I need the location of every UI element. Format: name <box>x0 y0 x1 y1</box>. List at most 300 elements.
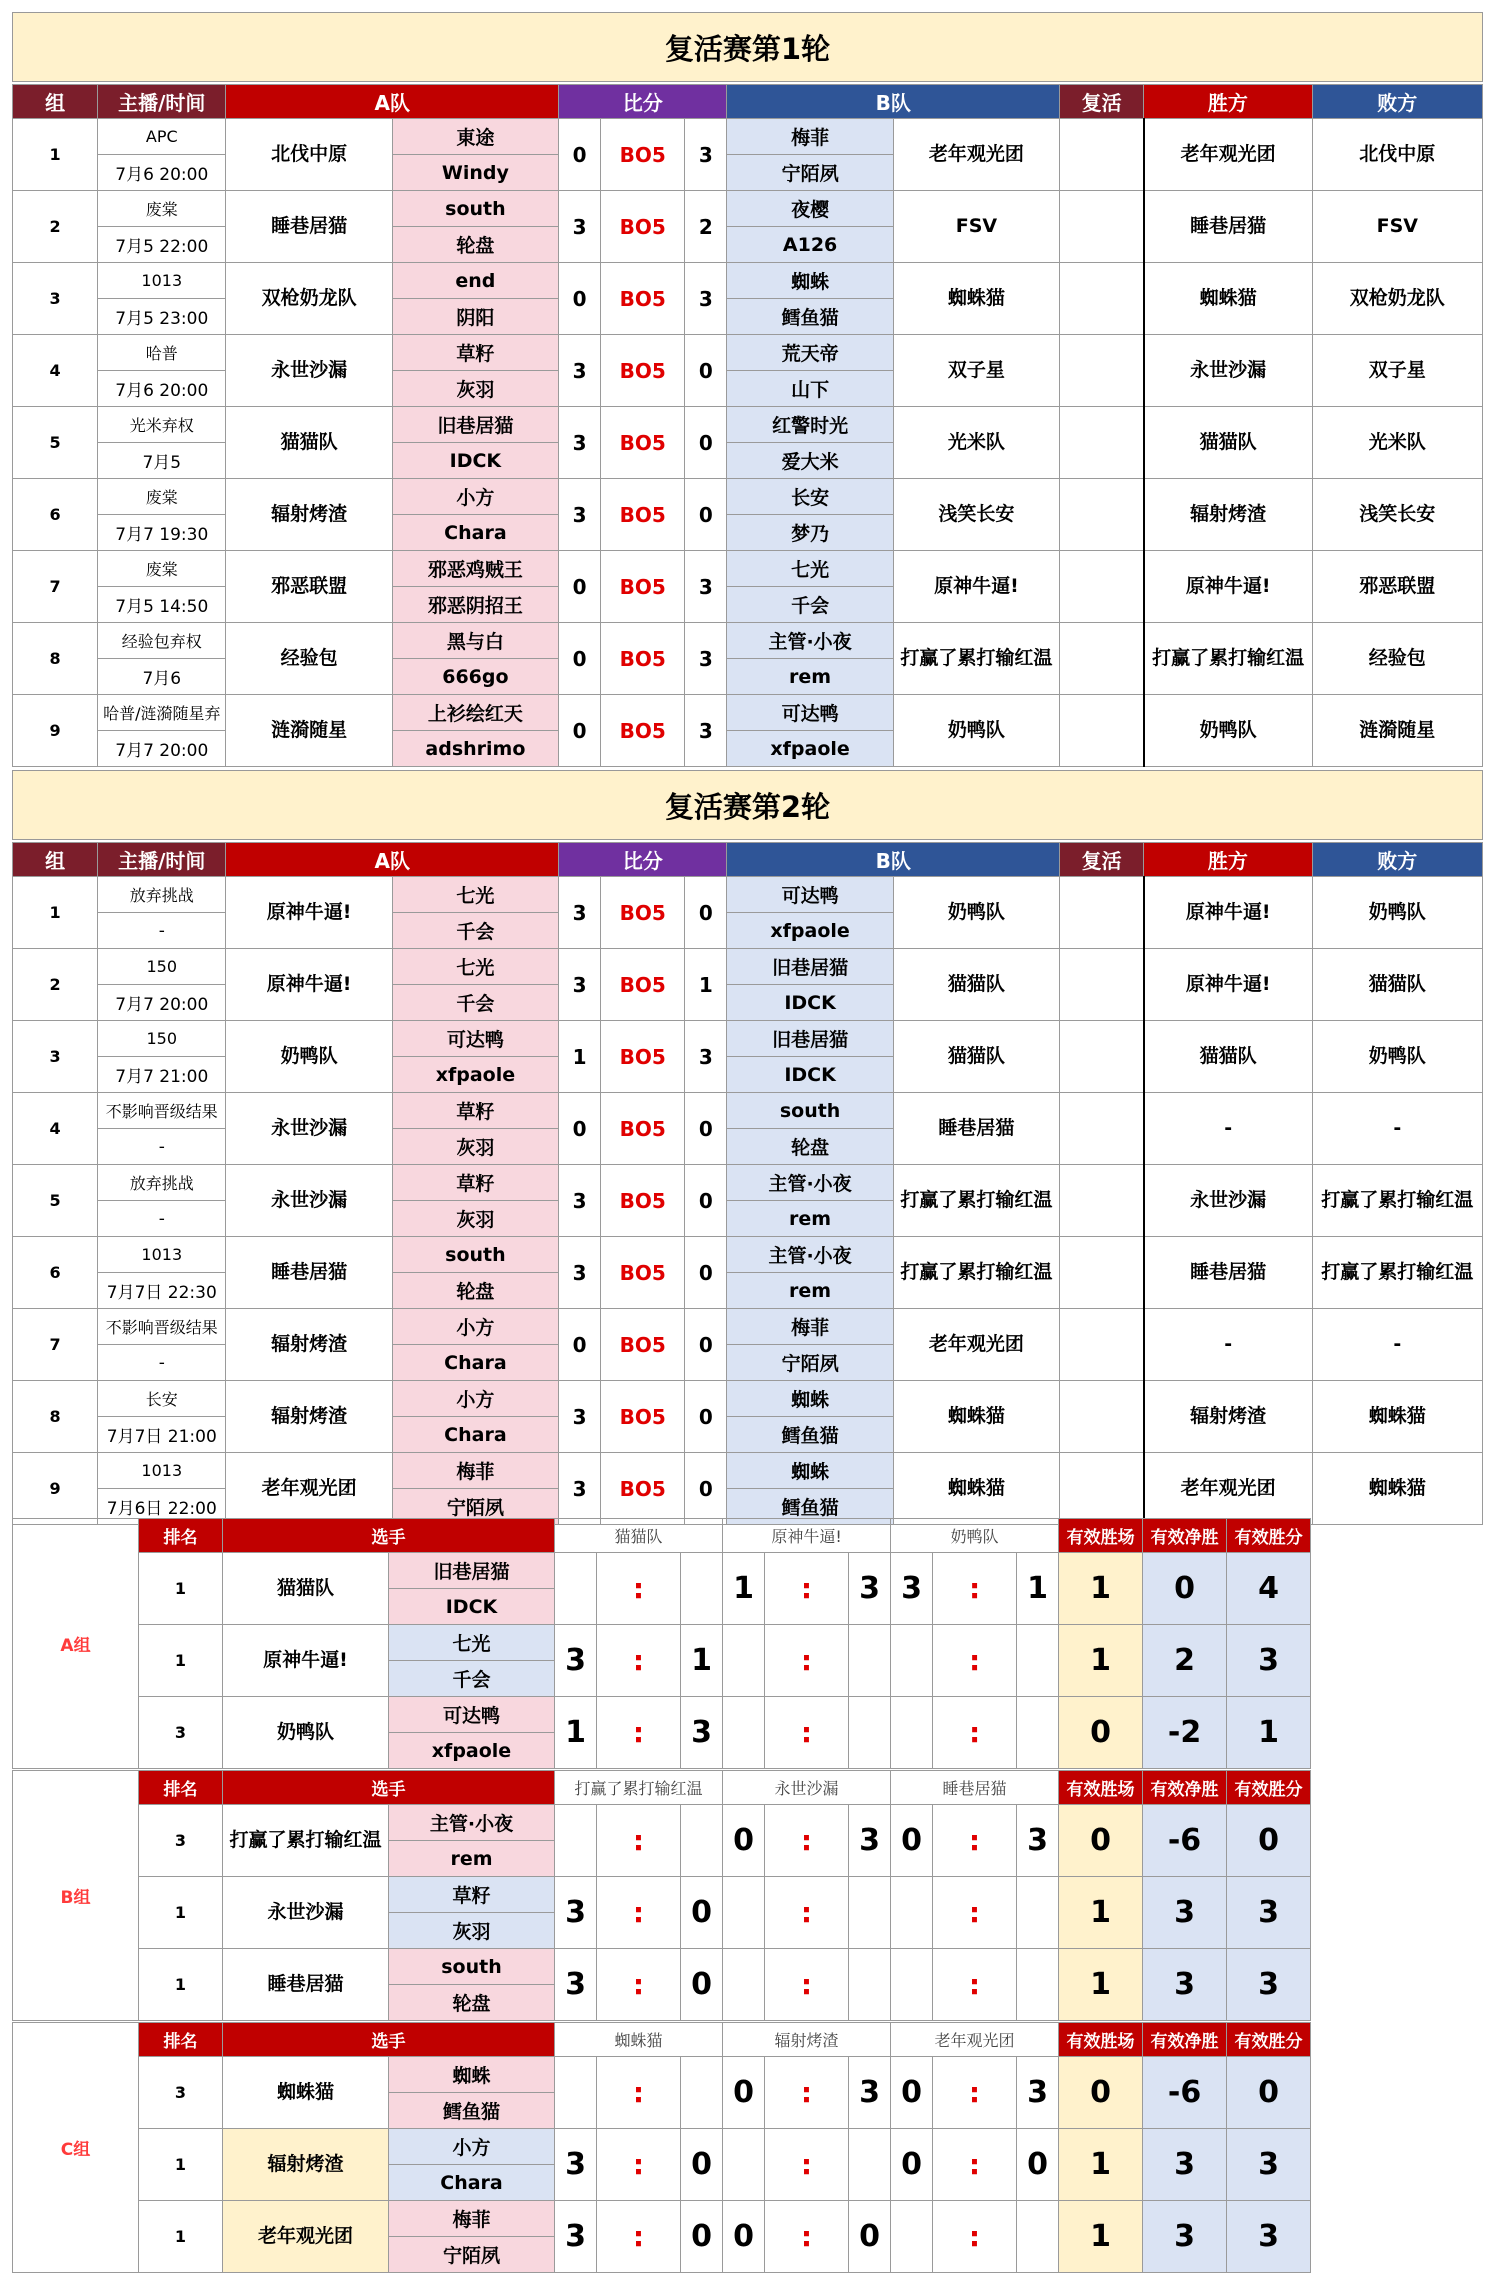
rank-value: 1 <box>139 1553 223 1625</box>
team-a-name: 老年观光团 <box>226 1453 392 1525</box>
team-b-player-1: 梅菲 <box>727 1309 893 1345</box>
header-loser: 败方 <box>1312 843 1482 877</box>
rank-value: 1 <box>139 1949 223 2021</box>
effective-wins: 0 <box>1059 2057 1143 2129</box>
vs-colon: : <box>597 1697 681 1769</box>
winner-name: 睡巷居猫 <box>1144 191 1312 263</box>
header-player: 选手 <box>223 1771 555 1805</box>
score-a: 3 <box>559 1237 601 1309</box>
group-header-row <box>13 2023 1484 2057</box>
match-number: 1 <box>13 119 98 191</box>
match-number: 8 <box>13 623 98 695</box>
vs-score-right <box>1017 1625 1059 1697</box>
team-b-name: 蜘蛛猫 <box>893 1381 1059 1453</box>
team-a-name: 原神牛逼! <box>226 949 392 1021</box>
score-a: 3 <box>559 479 601 551</box>
revive-cell <box>1060 551 1144 623</box>
rank-value: 3 <box>139 1805 223 1877</box>
score-a: 1 <box>559 1021 601 1093</box>
header-group: 组 <box>13 85 98 119</box>
match-number: 3 <box>13 263 98 335</box>
team-b-player-1: south <box>727 1093 893 1129</box>
loser-name: 双子星 <box>1312 335 1482 407</box>
team-a-player-1: south <box>392 191 558 227</box>
header-revive: 复活 <box>1060 85 1144 119</box>
best-of-badge: BO5 <box>601 1309 685 1381</box>
best-of-badge: BO5 <box>601 1165 685 1237</box>
team-a-player-1: 草籽 <box>392 1165 558 1201</box>
header-opponent-3: 奶鸭队 <box>891 1519 1059 1553</box>
team-a-name: 辐射烤渣 <box>226 1309 392 1381</box>
effective-points: 1 <box>1227 1697 1311 1769</box>
team-b-player-1: 主管·小夜 <box>727 1165 893 1201</box>
vs-score-left: 1 <box>723 1553 765 1625</box>
loser-name: 邪恶联盟 <box>1312 551 1482 623</box>
group-label: A组 <box>13 1519 139 1769</box>
winner-name: 永世沙漏 <box>1144 1165 1312 1237</box>
best-of-badge: BO5 <box>601 551 685 623</box>
loser-name: 蜘蛛猫 <box>1312 1453 1482 1525</box>
vs-score-right: 3 <box>849 2057 891 2129</box>
team-b-player-1: 长安 <box>727 479 893 515</box>
standing-row <box>13 2201 1484 2237</box>
header-loser: 败方 <box>1312 85 1482 119</box>
header-opponent-2: 原神牛逼! <box>723 1519 891 1553</box>
vs-score-right <box>1017 1877 1059 1949</box>
best-of-badge: BO5 <box>601 335 685 407</box>
winner-name: 老年观光团 <box>1144 1453 1312 1525</box>
team-name: 打赢了累打输红温 <box>223 1805 389 1877</box>
team-b-player-1: 蜘蛛 <box>727 1381 893 1417</box>
vs-score-left: 3 <box>555 1877 597 1949</box>
player-1: 草籽 <box>389 1877 555 1913</box>
winner-name: 奶鸭队 <box>1144 695 1312 767</box>
round-title: 复活赛第2轮 <box>12 770 1483 840</box>
best-of-badge: BO5 <box>601 1453 685 1525</box>
team-a-player-2: xfpaole <box>392 1057 558 1093</box>
vs-score-right <box>681 1553 723 1625</box>
vs-score-right <box>849 2129 891 2201</box>
revive-cell <box>1060 1453 1144 1525</box>
team-a-player-2: 灰羽 <box>392 371 558 407</box>
team-b-name: 原神牛逼! <box>893 551 1059 623</box>
winner-name: - <box>1144 1309 1312 1381</box>
vs-colon: : <box>597 2057 681 2129</box>
caster-name: 哈普/涟漪随星弃 <box>98 695 226 731</box>
team-a-player-2: adshrimo <box>392 731 558 767</box>
best-of-badge: BO5 <box>601 695 685 767</box>
winner-name: 猫猫队 <box>1144 407 1312 479</box>
player-2: xfpaole <box>389 1733 555 1769</box>
vs-colon: : <box>933 1949 1017 2021</box>
match-time: 7月6日 22:00 <box>98 1489 226 1525</box>
team-a-player-1: 七光 <box>392 877 558 913</box>
match-time: 7月7 20:00 <box>98 731 226 767</box>
effective-points: 3 <box>1227 2129 1311 2201</box>
vs-score-right <box>849 1625 891 1697</box>
standing-row <box>13 1625 1484 1661</box>
score-b: 0 <box>685 1453 727 1525</box>
standing-row <box>13 1553 1484 1589</box>
rank-value: 1 <box>139 1877 223 1949</box>
effective-points: 3 <box>1227 2201 1311 2273</box>
team-b-player-2: rem <box>727 1273 893 1309</box>
header-caster: 主播/时间 <box>98 85 226 119</box>
team-a-player-1: 小方 <box>392 479 558 515</box>
standing-row <box>13 2057 1484 2093</box>
team-a-player-1: 草籽 <box>392 335 558 371</box>
revive-cell <box>1060 335 1144 407</box>
team-a-name: 邪恶联盟 <box>226 551 392 623</box>
header-team-a: A队 <box>226 843 559 877</box>
vs-score-right: 3 <box>1017 1805 1059 1877</box>
effective-points: 0 <box>1227 2057 1311 2129</box>
match-time: 7月6 20:00 <box>98 155 226 191</box>
player-1: 小方 <box>389 2129 555 2165</box>
vs-colon: : <box>765 1553 849 1625</box>
score-b: 2 <box>685 191 727 263</box>
match-row <box>13 407 1483 443</box>
team-b-name: FSV <box>893 191 1059 263</box>
winner-name: 辐射烤渣 <box>1144 479 1312 551</box>
effective-net: -2 <box>1143 1697 1227 1769</box>
score-b: 3 <box>685 1021 727 1093</box>
team-a-player-1: 邪恶鸡贼王 <box>392 551 558 587</box>
team-a-player-1: 小方 <box>392 1309 558 1345</box>
caster-name: 150 <box>98 1021 226 1057</box>
match-number: 9 <box>13 695 98 767</box>
match-row <box>13 1453 1483 1489</box>
header-wins: 有效胜场 <box>1059 2023 1143 2057</box>
team-b-player-1: 可达鸭 <box>727 877 893 913</box>
vs-colon: : <box>597 2201 681 2273</box>
group-spacer <box>1311 1771 1484 2021</box>
effective-points: 3 <box>1227 1877 1311 1949</box>
team-b-player-2: IDCK <box>727 1057 893 1093</box>
revive-cell <box>1060 263 1144 335</box>
revive-cell <box>1060 877 1144 949</box>
effective-wins: 1 <box>1059 1949 1143 2021</box>
vs-colon: : <box>765 1625 849 1697</box>
team-b-name: 奶鸭队 <box>893 877 1059 949</box>
team-b-player-2: 梦乃 <box>727 515 893 551</box>
vs-score-left <box>891 1949 933 2021</box>
team-a-player-1: south <box>392 1237 558 1273</box>
vs-colon: : <box>597 2129 681 2201</box>
effective-wins: 0 <box>1059 1697 1143 1769</box>
loser-name: 奶鸭队 <box>1312 877 1482 949</box>
effective-net: 0 <box>1143 1553 1227 1625</box>
caster-name: 经验包弃权 <box>98 623 226 659</box>
best-of-badge: BO5 <box>601 877 685 949</box>
winner-name: 永世沙漏 <box>1144 335 1312 407</box>
team-b-name: 蜘蛛猫 <box>893 263 1059 335</box>
vs-score-left: 3 <box>555 1949 597 2021</box>
team-a-name: 北伐中原 <box>226 119 392 191</box>
score-a: 3 <box>559 1453 601 1525</box>
loser-name: 光米队 <box>1312 407 1482 479</box>
team-a-name: 双枪奶龙队 <box>226 263 392 335</box>
team-b-player-2: 鳕鱼猫 <box>727 1489 893 1525</box>
header-opponent-2: 永世沙漏 <box>723 1771 891 1805</box>
header-revive: 复活 <box>1060 843 1144 877</box>
team-a-name: 永世沙漏 <box>226 1093 392 1165</box>
match-row <box>13 1381 1483 1417</box>
best-of-badge: BO5 <box>601 1237 685 1309</box>
header-score: 比分 <box>559 843 727 877</box>
team-b-player-1: 主管·小夜 <box>727 623 893 659</box>
caster-name: 150 <box>98 949 226 985</box>
group-label: C组 <box>13 2023 139 2273</box>
team-name: 奶鸭队 <box>223 1697 389 1769</box>
vs-colon: : <box>597 1553 681 1625</box>
caster-name: 光米弃权 <box>98 407 226 443</box>
match-number: 6 <box>13 479 98 551</box>
match-time: 7月5 14:50 <box>98 587 226 623</box>
score-b: 0 <box>685 1093 727 1165</box>
match-time: 7月7 21:00 <box>98 1057 226 1093</box>
team-b-name: 光米队 <box>893 407 1059 479</box>
player-2: 灰羽 <box>389 1913 555 1949</box>
team-a-player-2: 轮盘 <box>392 227 558 263</box>
match-number: 7 <box>13 551 98 623</box>
score-a: 3 <box>559 1381 601 1453</box>
vs-score-right: 0 <box>681 2129 723 2201</box>
team-a-name: 睡巷居猫 <box>226 1237 392 1309</box>
team-name: 蜘蛛猫 <box>223 2057 389 2129</box>
best-of-badge: BO5 <box>601 1021 685 1093</box>
team-b-player-2: 宁陌夙 <box>727 1345 893 1381</box>
revive-cell <box>1060 1165 1144 1237</box>
match-time: - <box>98 1345 226 1381</box>
player-2: 鳕鱼猫 <box>389 2093 555 2129</box>
effective-wins: 1 <box>1059 2201 1143 2273</box>
team-a-name: 睡巷居猫 <box>226 191 392 263</box>
caster-name: 长安 <box>98 1381 226 1417</box>
score-a: 0 <box>559 119 601 191</box>
header-net: 有效净胜 <box>1143 1519 1227 1553</box>
team-a-player-2: Chara <box>392 515 558 551</box>
match-time: 7月6 <box>98 659 226 695</box>
team-b-player-1: 蜘蛛 <box>727 263 893 299</box>
team-name: 永世沙漏 <box>223 1877 389 1949</box>
caster-name: 1013 <box>98 263 226 299</box>
loser-name: 双枪奶龙队 <box>1312 263 1482 335</box>
match-time: - <box>98 1129 226 1165</box>
team-b-player-2: 鳕鱼猫 <box>727 1417 893 1453</box>
vs-colon: : <box>933 1805 1017 1877</box>
rank-value: 3 <box>139 2057 223 2129</box>
match-row <box>13 479 1483 515</box>
team-b-name: 老年观光团 <box>893 1309 1059 1381</box>
score-b: 3 <box>685 119 727 191</box>
match-row <box>13 695 1483 731</box>
player-2: rem <box>389 1841 555 1877</box>
revive-cell <box>1060 407 1144 479</box>
team-a-player-1: 草籽 <box>392 1093 558 1129</box>
team-b-player-2: rem <box>727 659 893 695</box>
vs-colon: : <box>765 1697 849 1769</box>
score-b: 3 <box>685 263 727 335</box>
vs-colon: : <box>933 2129 1017 2201</box>
team-b-name: 打赢了累打输红温 <box>893 623 1059 695</box>
rank-value: 3 <box>139 1697 223 1769</box>
vs-score-right: 0 <box>849 2201 891 2273</box>
round-table <box>12 84 1483 767</box>
effective-points: 3 <box>1227 1949 1311 2021</box>
team-b-player-1: 夜樱 <box>727 191 893 227</box>
loser-name: 蜘蛛猫 <box>1312 1381 1482 1453</box>
vs-score-left <box>891 1697 933 1769</box>
vs-score-right: 3 <box>1017 2057 1059 2129</box>
team-b-player-2: rem <box>727 1201 893 1237</box>
score-a: 3 <box>559 1165 601 1237</box>
vs-score-left <box>723 1625 765 1697</box>
team-b-player-1: 荒天帝 <box>727 335 893 371</box>
standing-row <box>13 1805 1484 1841</box>
round-title: 复活赛第1轮 <box>12 12 1483 82</box>
header-team-b: B队 <box>727 843 1060 877</box>
best-of-badge: BO5 <box>601 263 685 335</box>
match-number: 6 <box>13 1237 98 1309</box>
loser-name: 涟漪随星 <box>1312 695 1482 767</box>
score-a: 3 <box>559 335 601 407</box>
vs-colon: : <box>765 1877 849 1949</box>
team-a-player-2: 邪恶阴招王 <box>392 587 558 623</box>
loser-name: 打赢了累打输红温 <box>1312 1165 1482 1237</box>
match-row <box>13 263 1483 299</box>
player-2: IDCK <box>389 1589 555 1625</box>
header-net: 有效净胜 <box>1143 2023 1227 2057</box>
team-a-player-2: 千会 <box>392 985 558 1021</box>
standing-row <box>13 1697 1484 1733</box>
team-b-name: 打赢了累打输红温 <box>893 1165 1059 1237</box>
match-number: 2 <box>13 949 98 1021</box>
winner-name: 原神牛逼! <box>1144 949 1312 1021</box>
loser-name: - <box>1312 1093 1482 1165</box>
team-b-player-1: 旧巷居猫 <box>727 949 893 985</box>
header-rank: 排名 <box>139 1771 223 1805</box>
team-b-name: 双子星 <box>893 335 1059 407</box>
revive-cell <box>1060 1381 1144 1453</box>
standing-row <box>13 1877 1484 1913</box>
team-a-player-1: 可达鸭 <box>392 1021 558 1057</box>
effective-net: 2 <box>1143 1625 1227 1697</box>
header-winner: 胜方 <box>1144 843 1312 877</box>
vs-colon: : <box>597 1805 681 1877</box>
vs-score-left <box>891 1877 933 1949</box>
match-time: 7月5 23:00 <box>98 299 226 335</box>
group-label: B组 <box>13 1771 139 2021</box>
best-of-badge: BO5 <box>601 407 685 479</box>
header-player: 选手 <box>223 2023 555 2057</box>
header-points: 有效胜分 <box>1227 2023 1311 2057</box>
match-time: 7月7 19:30 <box>98 515 226 551</box>
match-row <box>13 335 1483 371</box>
team-name: 辐射烤渣 <box>223 2129 389 2201</box>
vs-score-right: 3 <box>849 1805 891 1877</box>
caster-name: 不影响晋级结果 <box>98 1309 226 1345</box>
match-row <box>13 623 1483 659</box>
team-a-player-2: IDCK <box>392 443 558 479</box>
team-a-name: 永世沙漏 <box>226 335 392 407</box>
winner-name: 原神牛逼! <box>1144 877 1312 949</box>
team-a-name: 经验包 <box>226 623 392 695</box>
match-row <box>13 1237 1483 1273</box>
vs-colon: : <box>597 1625 681 1697</box>
vs-score-left: 0 <box>891 1805 933 1877</box>
vs-colon: : <box>933 1553 1017 1625</box>
winner-name: - <box>1144 1093 1312 1165</box>
match-row <box>13 551 1483 587</box>
vs-score-left <box>891 2201 933 2273</box>
vs-score-right: 0 <box>681 2201 723 2273</box>
vs-colon: : <box>765 2201 849 2273</box>
match-time: 7月7日 21:00 <box>98 1417 226 1453</box>
player-1: 主管·小夜 <box>389 1805 555 1841</box>
vs-score-left: 3 <box>555 2201 597 2273</box>
team-a-player-1: 黑与白 <box>392 623 558 659</box>
winner-name: 睡巷居猫 <box>1144 1237 1312 1309</box>
vs-score-right <box>1017 1697 1059 1769</box>
score-a: 3 <box>559 877 601 949</box>
team-b-player-2: A126 <box>727 227 893 263</box>
caster-name: 废棠 <box>98 479 226 515</box>
group-spacer <box>1311 2023 1484 2273</box>
team-a-player-2: Windy <box>392 155 558 191</box>
effective-net: -6 <box>1143 1805 1227 1877</box>
score-b: 0 <box>685 1381 727 1453</box>
caster-name: 放弃挑战 <box>98 877 226 913</box>
standing-row <box>13 2129 1484 2165</box>
player-1: 可达鸭 <box>389 1697 555 1733</box>
player-1: 七光 <box>389 1625 555 1661</box>
team-b-player-2: 千会 <box>727 587 893 623</box>
player-2: 宁陌夙 <box>389 2237 555 2273</box>
standing-row <box>13 1949 1484 1985</box>
vs-colon: : <box>933 2201 1017 2273</box>
match-time: - <box>98 1201 226 1237</box>
player-1: 蜘蛛 <box>389 2057 555 2093</box>
score-a: 3 <box>559 407 601 479</box>
revive-cell <box>1060 1237 1144 1309</box>
vs-colon: : <box>933 1697 1017 1769</box>
loser-name: 猫猫队 <box>1312 949 1482 1021</box>
vs-colon: : <box>933 1625 1017 1697</box>
team-b-name: 猫猫队 <box>893 949 1059 1021</box>
team-b-player-2: xfpaole <box>727 731 893 767</box>
match-time: 7月7日 22:30 <box>98 1273 226 1309</box>
team-a-player-2: 阴阳 <box>392 299 558 335</box>
match-row <box>13 949 1483 985</box>
vs-score-left <box>723 1877 765 1949</box>
team-b-name: 睡巷居猫 <box>893 1093 1059 1165</box>
header-opponent-1: 蜘蛛猫 <box>555 2023 723 2057</box>
team-a-player-2: 灰羽 <box>392 1129 558 1165</box>
team-b-player-1: 梅菲 <box>727 119 893 155</box>
vs-score-right: 3 <box>681 1697 723 1769</box>
player-2: 轮盘 <box>389 1985 555 2021</box>
match-number: 5 <box>13 407 98 479</box>
loser-name: 经验包 <box>1312 623 1482 695</box>
vs-colon: : <box>765 2129 849 2201</box>
match-row <box>13 119 1483 155</box>
effective-points: 4 <box>1227 1553 1311 1625</box>
score-a: 0 <box>559 1093 601 1165</box>
team-b-player-2: 鳕鱼猫 <box>727 299 893 335</box>
header-team-b: B队 <box>727 85 1060 119</box>
loser-name: 奶鸭队 <box>1312 1021 1482 1093</box>
